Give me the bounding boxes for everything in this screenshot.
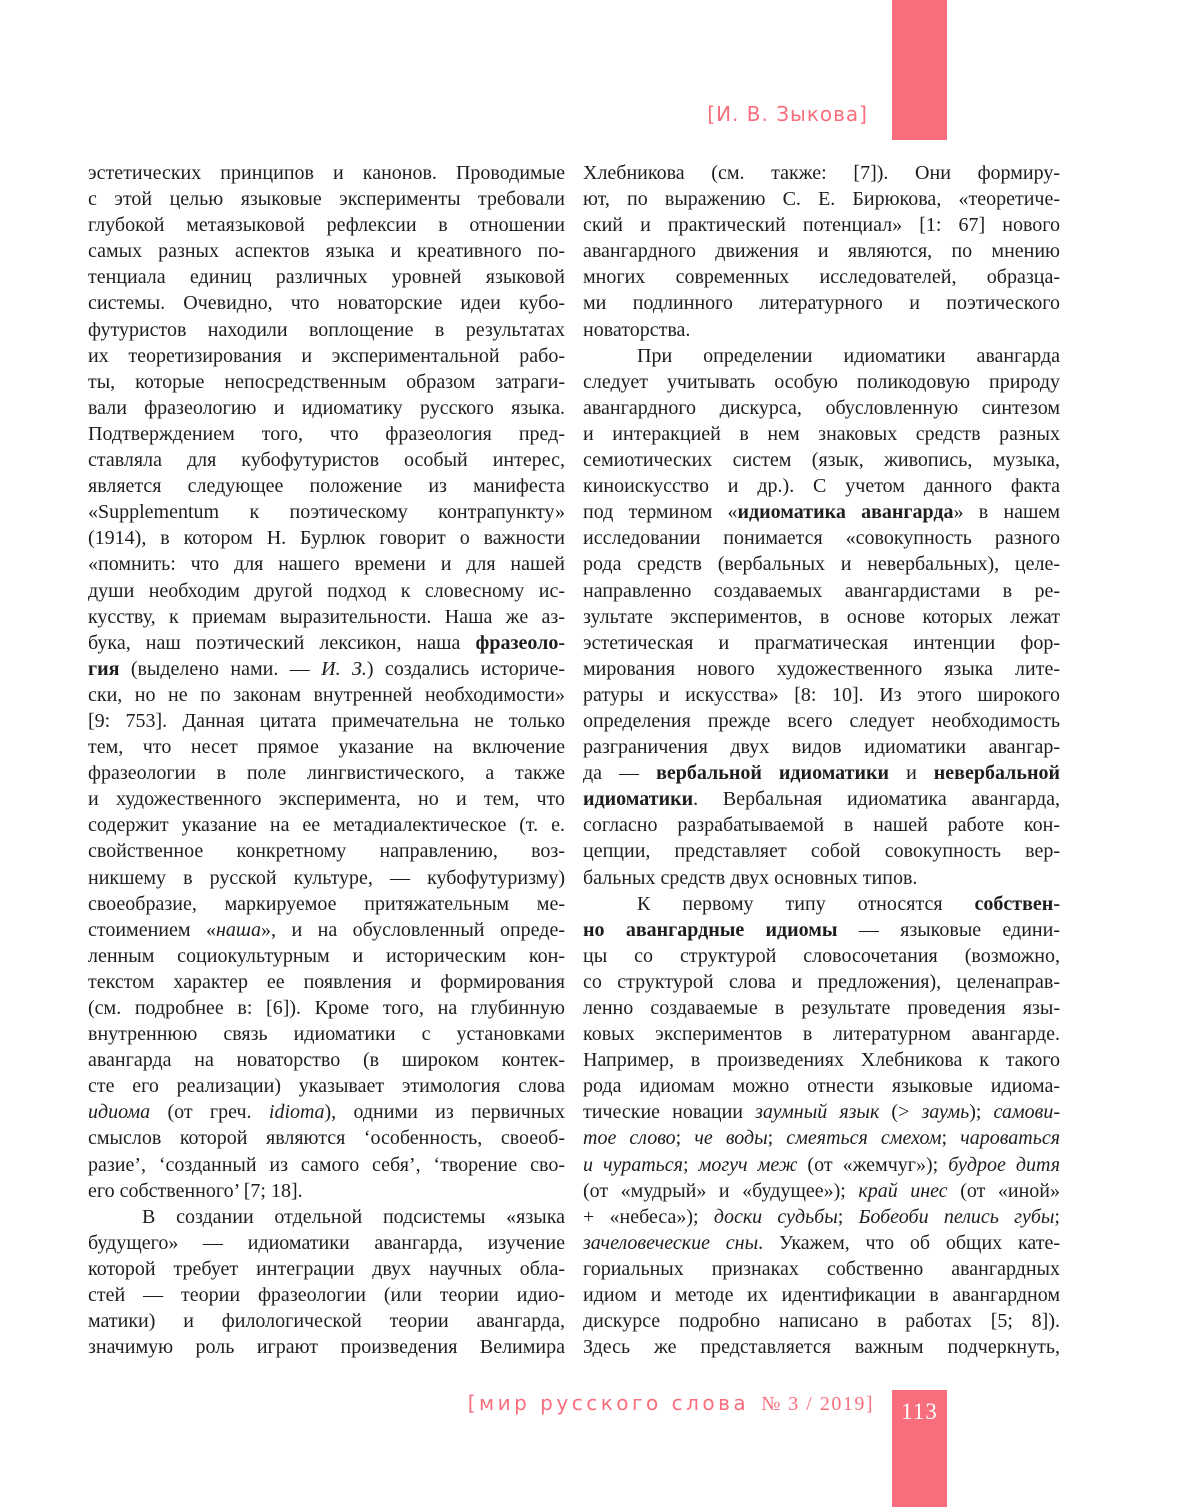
text-line <box>88 786 565 812</box>
text-run: бука, наш поэтический лексикон, наша <box>88 631 476 654</box>
text-line <box>88 734 565 760</box>
text-run: но авангардные идиомы <box>583 918 838 941</box>
text-line <box>88 604 565 630</box>
text-run: доски судьбы <box>713 1205 838 1228</box>
text-line <box>88 421 565 447</box>
text-run: смеяться смехом <box>786 1127 942 1150</box>
text-line <box>583 447 1060 473</box>
text-run: собствен- <box>974 892 1060 915</box>
text-line <box>88 343 565 369</box>
text-run: ); <box>969 1101 994 1124</box>
text-run: и <box>889 762 934 785</box>
text-run: души необходим другой подход к словесному ис- <box>88 579 565 602</box>
text-line <box>583 1178 1060 1204</box>
text-run: гориальных признаках собственно авангардных <box>583 1257 1060 1280</box>
text-line <box>583 812 1060 838</box>
text-run: край инес <box>858 1179 948 1202</box>
text-run: », и на обусловленный опреде- <box>261 918 565 941</box>
text-line <box>88 630 565 656</box>
text-run: ский и практический потенциал» [1: 67] нового <box>583 214 1060 237</box>
text-run: авангардного движения и являются, по мнению <box>583 240 1060 263</box>
text-run: с этой целью языковые эксперименты требовали <box>88 188 565 211</box>
text-run: мирования нового художественного языка лите- <box>583 657 1060 680</box>
text-line <box>88 838 565 864</box>
text-line <box>583 290 1060 316</box>
text-run: Подтверждением того, что фразеология пред- <box>88 422 565 445</box>
text-line <box>583 578 1060 604</box>
text-run: че воды <box>694 1127 768 1150</box>
text-run: (от «иной» <box>947 1179 1060 1202</box>
text-run: наша <box>215 918 262 941</box>
text-run: исследовании понимается «совокупность разного <box>583 527 1060 550</box>
text-line <box>583 186 1060 212</box>
text-run: направленно создаваемых авангардистами в ре- <box>583 579 1060 602</box>
text-line <box>583 969 1060 995</box>
top-accent-bar <box>892 0 947 140</box>
text-run: Например, в произведениях Хлебникова к такого <box>583 1049 1060 1072</box>
text-run: со структурой слова и предложения), целенаправ- <box>583 970 1060 993</box>
text-run: вербальной идиоматики <box>656 762 890 785</box>
text-line <box>88 1256 565 1282</box>
text-run: (выделено нами. — <box>119 657 322 680</box>
text-line <box>583 1282 1060 1308</box>
text-line <box>88 1152 565 1178</box>
text-run: + «небеса»); <box>583 1205 714 1228</box>
text-run: ковых экспериментов в литературном авангарде. <box>583 1023 1060 1046</box>
text-run: (от «мудрый» и «будущее»); <box>583 1179 859 1202</box>
text-line <box>88 578 565 604</box>
text-run: (1914), в котором Н. Бурлюк говорит о важности <box>88 527 565 550</box>
text-run: дискурсе подробно написано в работах [5; 8]). <box>583 1310 1060 1333</box>
text-run: цепции, представляет собой совокупность вер- <box>583 840 1060 863</box>
text-run: матики) и филологической теории авангарда, <box>88 1310 565 1333</box>
text-run: сте его реализации) указывает этимология слова <box>88 1075 565 1098</box>
text-run: — языковые едини- <box>837 918 1060 941</box>
text-run: смыслов которой являются ‘особенность, своеоб- <box>88 1127 565 1150</box>
text-run: ленно создаваемые в результате проведения язы- <box>583 997 1060 1019</box>
text-line <box>583 1021 1060 1047</box>
text-run: зачеловеческие сны <box>583 1231 759 1254</box>
text-line <box>583 160 1060 186</box>
text-run: идиома <box>88 1101 151 1124</box>
text-run: идиоматика авангарда <box>737 501 954 524</box>
text-run: «Supplementum к поэтическому контрапункту» <box>88 501 565 524</box>
text-run: ставляла для кубофутуристов особый интерес, <box>88 449 565 472</box>
text-run: невербальной <box>933 762 1061 785</box>
text-line <box>88 1099 565 1125</box>
text-run: текстом характер ее появления и формирования <box>88 970 565 993</box>
text-run: согласно разрабатываемой в нашей работе кон- <box>583 814 1060 837</box>
text-line <box>88 551 565 577</box>
text-run: рода средств (вербальных и невербальных), целе- <box>583 553 1060 576</box>
text-line <box>583 682 1060 708</box>
text-run: ; <box>682 1153 699 1176</box>
text-line <box>583 1099 1060 1125</box>
text-line <box>583 995 1060 1021</box>
text-run: и интеракцией в нем знаковых средств разных <box>583 422 1060 445</box>
text-line <box>583 630 1060 656</box>
text-line <box>88 1334 565 1360</box>
text-line <box>88 1021 565 1047</box>
text-run: (см. подробнее в: [6]). Кроме того, на глубинную <box>88 997 565 1019</box>
text-run: ; <box>675 1127 695 1150</box>
text-run: системы. Очевидно, что новаторские идеи кубо- <box>88 292 565 315</box>
text-run: (от «жемчуг»); <box>797 1153 949 1176</box>
text-line <box>88 317 565 343</box>
text-run: разграничения двух видов идиоматики авангар- <box>583 736 1060 759</box>
text-run: гия <box>88 657 120 680</box>
text-run: семиотических систем (язык, живопись, музыка, <box>583 449 1060 472</box>
text-line <box>583 212 1060 238</box>
author-label: [И. В. Зыкова] <box>707 102 868 126</box>
text-line <box>88 1125 565 1151</box>
text-line <box>583 760 1060 786</box>
text-run: авангарда на новаторство (в широком контек- <box>88 1049 565 1072</box>
text-run: свойственное конкретному направлению, воз- <box>88 840 565 863</box>
text-run: заумь <box>921 1101 970 1124</box>
issue-label: № 3 / 2019] <box>761 1393 874 1415</box>
text-run: И. З. <box>321 657 367 680</box>
text-line <box>88 1047 565 1073</box>
text-run: идиом и методе их идентификации в авангардном <box>583 1284 1060 1307</box>
text-line <box>583 1073 1060 1099</box>
text-line <box>583 1047 1060 1073</box>
text-run: внутреннюю связь идиоматики с установками <box>88 1023 565 1046</box>
text-run: глубокой метаязыковой рефлексии в отношении <box>88 214 565 237</box>
text-run: никшему в русской культуре, — кубофутуризму) <box>88 866 565 889</box>
text-line <box>88 369 565 395</box>
text-run: Хлебникова (см. также: [7]). Они формиру- <box>583 162 1060 184</box>
text-run: идиоматики <box>583 788 694 811</box>
text-run: ми подлинного литературного и поэтического <box>583 292 1060 315</box>
text-line <box>583 656 1060 682</box>
text-run: тое слово <box>583 1127 676 1150</box>
text-line <box>583 943 1060 969</box>
text-line <box>583 1256 1060 1282</box>
text-line <box>583 1125 1060 1151</box>
text-run: значимую роль играют произведения Велимира <box>88 1336 565 1359</box>
text-run: тические новации <box>583 1101 756 1124</box>
text-run: ; <box>1054 1205 1060 1228</box>
text-run: их теоретизирования и экспериментальной рабо- <box>88 344 565 367</box>
text-line <box>88 995 565 1021</box>
text-line <box>583 786 1060 812</box>
text-run: цы со структурой словосочетания (возможно, <box>583 944 1060 967</box>
text-line <box>583 891 1060 917</box>
text-line <box>88 708 565 734</box>
page-number: 113 <box>901 1399 938 1424</box>
running-header <box>0 102 868 126</box>
text-run: ски, но не по законам внутренней необходимости» <box>88 683 565 706</box>
text-line <box>88 760 565 786</box>
text-line <box>583 1308 1060 1334</box>
page-number-box <box>892 1390 947 1507</box>
text-line <box>583 395 1060 421</box>
text-run: В создании отдельной подсистемы «языка <box>142 1205 565 1228</box>
text-line <box>88 1282 565 1308</box>
text-run: самых разных аспектов языка и креативного по- <box>88 240 565 263</box>
text-line <box>583 473 1060 499</box>
text-run: . Укажем, что об общих кате- <box>758 1231 1060 1254</box>
text-run: которой требует интеграции двух научных обла- <box>88 1257 565 1280</box>
text-run: вали фразеологию и идиоматику русского языка. <box>88 396 565 419</box>
text-run: Бобеоби пелись губы <box>858 1205 1055 1228</box>
text-run: стей — теории фразеологии (или теории идио- <box>88 1284 565 1307</box>
text-run: При определении идиоматики авангарда <box>637 344 1060 367</box>
text-run: ; <box>767 1127 787 1150</box>
text-run: ; <box>837 1205 859 1228</box>
text-line <box>583 1334 1060 1360</box>
text-run: рода идиомам можно отнести языковые идиома- <box>583 1075 1060 1098</box>
text-run: своеобразие, маркируемое притяжательным ме- <box>88 892 565 915</box>
text-line <box>88 865 565 891</box>
text-run: ты, которые непосредственным образом затраги- <box>88 370 565 393</box>
text-line <box>583 525 1060 551</box>
text-run: бальных средств двух основных типов. <box>583 866 918 889</box>
journal-title-label: [мир русского слова <box>467 1391 750 1415</box>
text-line <box>88 238 565 264</box>
text-run: » в нашем <box>953 501 1060 524</box>
text-line <box>583 604 1060 630</box>
text-run: многих современных исследователей, образца- <box>583 266 1060 289</box>
text-line <box>88 943 565 969</box>
text-run: определения прежде всего следует необходимость <box>583 709 1060 732</box>
text-run: кусству, к приемам выразительности. Наша же аз- <box>88 605 565 628</box>
text-line <box>88 891 565 917</box>
text-run: футуристов находили воплощение в результатах <box>88 318 565 341</box>
text-run: эстетическая и прагматическая интенции фор- <box>583 631 1060 654</box>
text-run: стоимением « <box>88 918 216 941</box>
text-line <box>583 708 1060 734</box>
text-line <box>583 734 1060 760</box>
text-line <box>88 499 565 525</box>
text-run: К первому типу относятся <box>637 892 975 915</box>
text-run: киноискусство и др.). С учетом данного факта <box>583 475 1060 498</box>
text-run: авангардного дискурса, обусловленную синтезом <box>583 396 1060 419</box>
text-run: под термином « <box>583 501 738 524</box>
column-left <box>88 160 565 1360</box>
text-run: ), одними из первичных <box>324 1101 565 1124</box>
text-run: самови- <box>993 1101 1061 1124</box>
text-run: новаторства. <box>583 318 691 341</box>
text-line <box>88 1073 565 1099</box>
text-line <box>583 838 1060 864</box>
column-right <box>583 160 1060 1360</box>
text-run: (> <box>879 1101 922 1124</box>
text-run: Здесь же представляется важным подчеркнуть, <box>583 1336 1060 1359</box>
text-line <box>88 290 565 316</box>
text-run: фразеоло- <box>475 631 565 654</box>
text-line <box>583 917 1060 943</box>
text-run: следует учитывать особую поликодовую природу <box>583 370 1060 393</box>
text-run: [9: 753]. Данная цитата примечательна не только <box>88 709 565 732</box>
text-line <box>583 1230 1060 1256</box>
text-run: . Вербальная идиоматика авангарда, <box>693 788 1060 811</box>
text-line <box>583 369 1060 395</box>
text-line <box>88 682 565 708</box>
text-run: и чураться <box>583 1153 683 1176</box>
running-footer <box>0 1391 874 1416</box>
text-line <box>88 525 565 551</box>
text-run: ) создались историче- <box>366 657 566 680</box>
text-run: будущего» — идиоматики авангарда, изучение <box>88 1231 565 1254</box>
text-run: ют, по выражению С. Е. Бирюкова, «теоретиче- <box>583 188 1060 211</box>
text-run: разие’, ‘созданный из самого себя’, ‘творение сво- <box>88 1153 565 1176</box>
text-line <box>88 212 565 238</box>
text-line <box>583 1204 1060 1230</box>
text-line <box>583 343 1060 369</box>
text-line <box>88 264 565 290</box>
text-run: фразеологии в поле лингвистического, а также <box>88 762 565 785</box>
text-run: и художественного эксперимента, но и тем, что <box>88 788 565 811</box>
text-line <box>88 812 565 838</box>
text-run: ; <box>941 1127 961 1150</box>
text-run: могуч меж <box>698 1153 798 1176</box>
text-run: будрое дитя <box>948 1153 1061 1176</box>
text-line <box>583 1152 1060 1178</box>
text-line <box>88 1178 565 1204</box>
text-run: «помнить: что для нашего времени и для нашей <box>88 553 565 576</box>
text-run: ратуры и искусства» [8: 10]. Из этого широкого <box>583 683 1060 706</box>
text-line <box>88 656 565 682</box>
text-run: ленным социокультурным и историческим кон- <box>88 944 565 967</box>
text-line <box>583 421 1060 447</box>
text-line <box>583 264 1060 290</box>
text-line <box>88 447 565 473</box>
text-run: его собственного’ [7; 18]. <box>88 1179 303 1202</box>
text-run: является следующее положение из манифеста <box>88 475 565 498</box>
text-run: (от греч. <box>150 1101 269 1124</box>
text-run: тем, что несет прямое указание на включение <box>88 736 565 759</box>
text-line <box>88 969 565 995</box>
text-run: тенциала единиц различных уровней языковой <box>88 266 565 289</box>
text-line <box>583 865 1060 891</box>
text-run: да — <box>583 762 657 785</box>
text-line <box>583 499 1060 525</box>
text-line <box>88 160 565 186</box>
text-run: чароваться <box>960 1127 1060 1150</box>
text-run: содержит указание на ее метадиалектическое (т. е. <box>88 814 565 837</box>
text-line <box>88 473 565 499</box>
text-run: idioma <box>268 1101 325 1124</box>
text-line <box>88 917 565 943</box>
text-run: заумный язык <box>755 1101 880 1124</box>
text-line <box>88 1308 565 1334</box>
text-line <box>88 1230 565 1256</box>
text-line <box>88 186 565 212</box>
text-line <box>583 317 1060 343</box>
text-line <box>88 395 565 421</box>
text-run: зультате экспериментов, в основе которых лежат <box>583 605 1060 628</box>
text-run: эстетических принципов и канонов. Проводимые <box>88 162 565 184</box>
text-line <box>88 1204 565 1230</box>
text-line <box>583 551 1060 577</box>
text-line <box>583 238 1060 264</box>
